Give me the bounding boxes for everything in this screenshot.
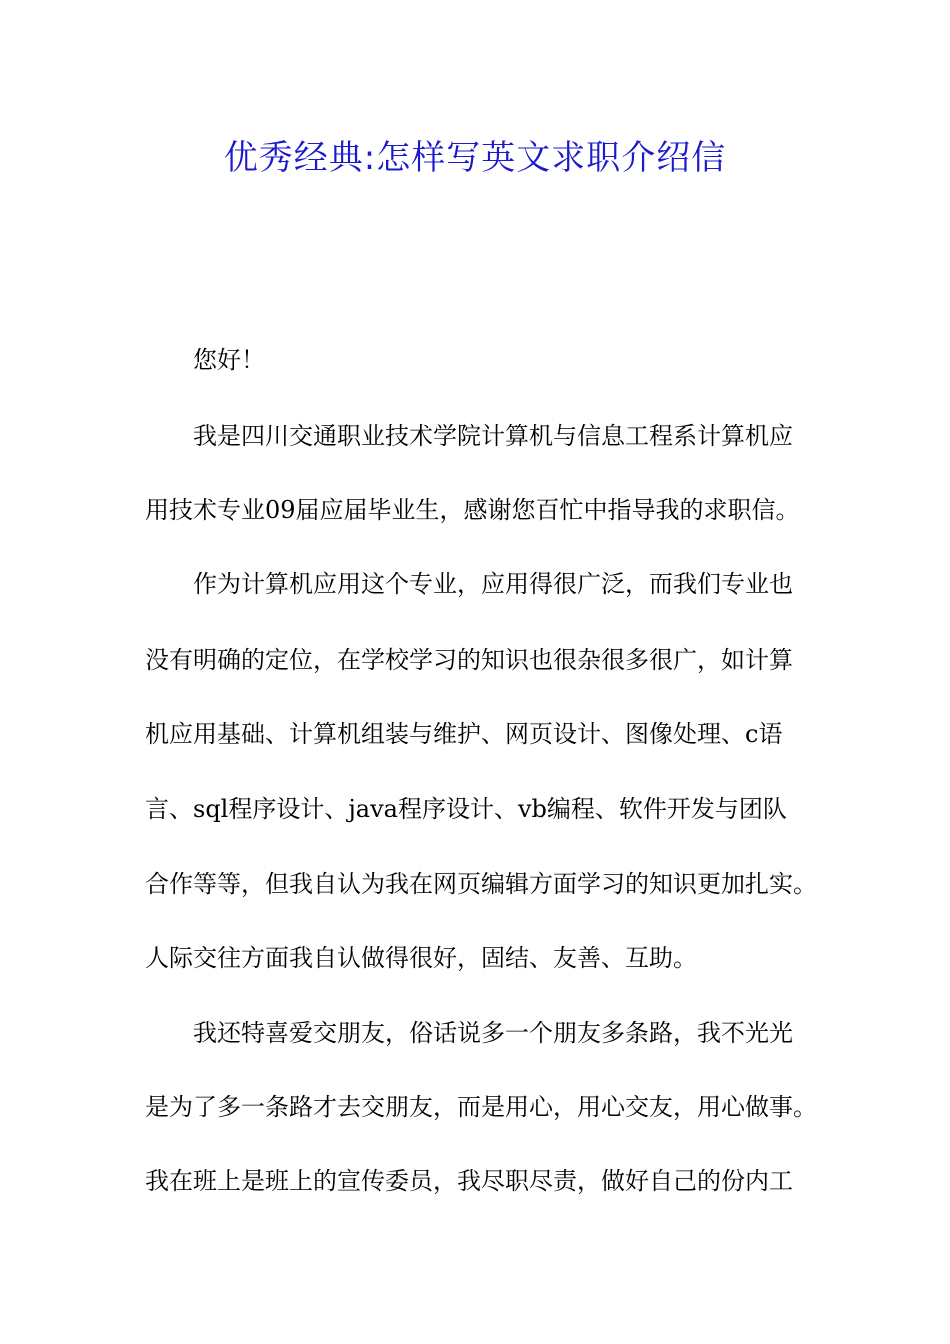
greeting-line: 您好！ <box>193 346 265 374</box>
body-line: 我还特喜爱交朋友，俗话说多一个朋友多条路，我不光光 <box>193 1019 793 1047</box>
body-line: 我在班上是班上的宣传委员，我尽职尽责，做好自己的份内工 <box>145 1167 793 1195</box>
body-line: 我是四川交通职业技术学院计算机与信息工程系计算机应 <box>193 422 793 450</box>
document-title: 优秀经典:怎样写英文求职介绍信 <box>223 138 727 178</box>
body-line: 人际交往方面我自认做得很好，固结、友善、互助。 <box>145 944 697 972</box>
body-line: 合作等等，但我自认为我在网页编辑方面学习的知识更加扎实。 <box>145 870 817 898</box>
body-line: 作为计算机应用这个专业，应用得很广泛，而我们专业也 <box>193 570 793 598</box>
body-line: 用技术专业09届应届毕业生，感谢您百忙中指导我的求职信。 <box>145 496 800 524</box>
body-line: 是为了多一条路才去交朋友，而是用心，用心交友，用心做事。 <box>145 1093 817 1121</box>
body-line: 没有明确的定位，在学校学习的知识也很杂很多很广，如计算 <box>145 646 793 674</box>
body-line: 机应用基础、计算机组装与维护、网页设计、图像处理、c语 <box>145 720 783 748</box>
body-line: 言、sql程序设计、java程序设计、vb编程、软件开发与团队 <box>145 795 787 823</box>
